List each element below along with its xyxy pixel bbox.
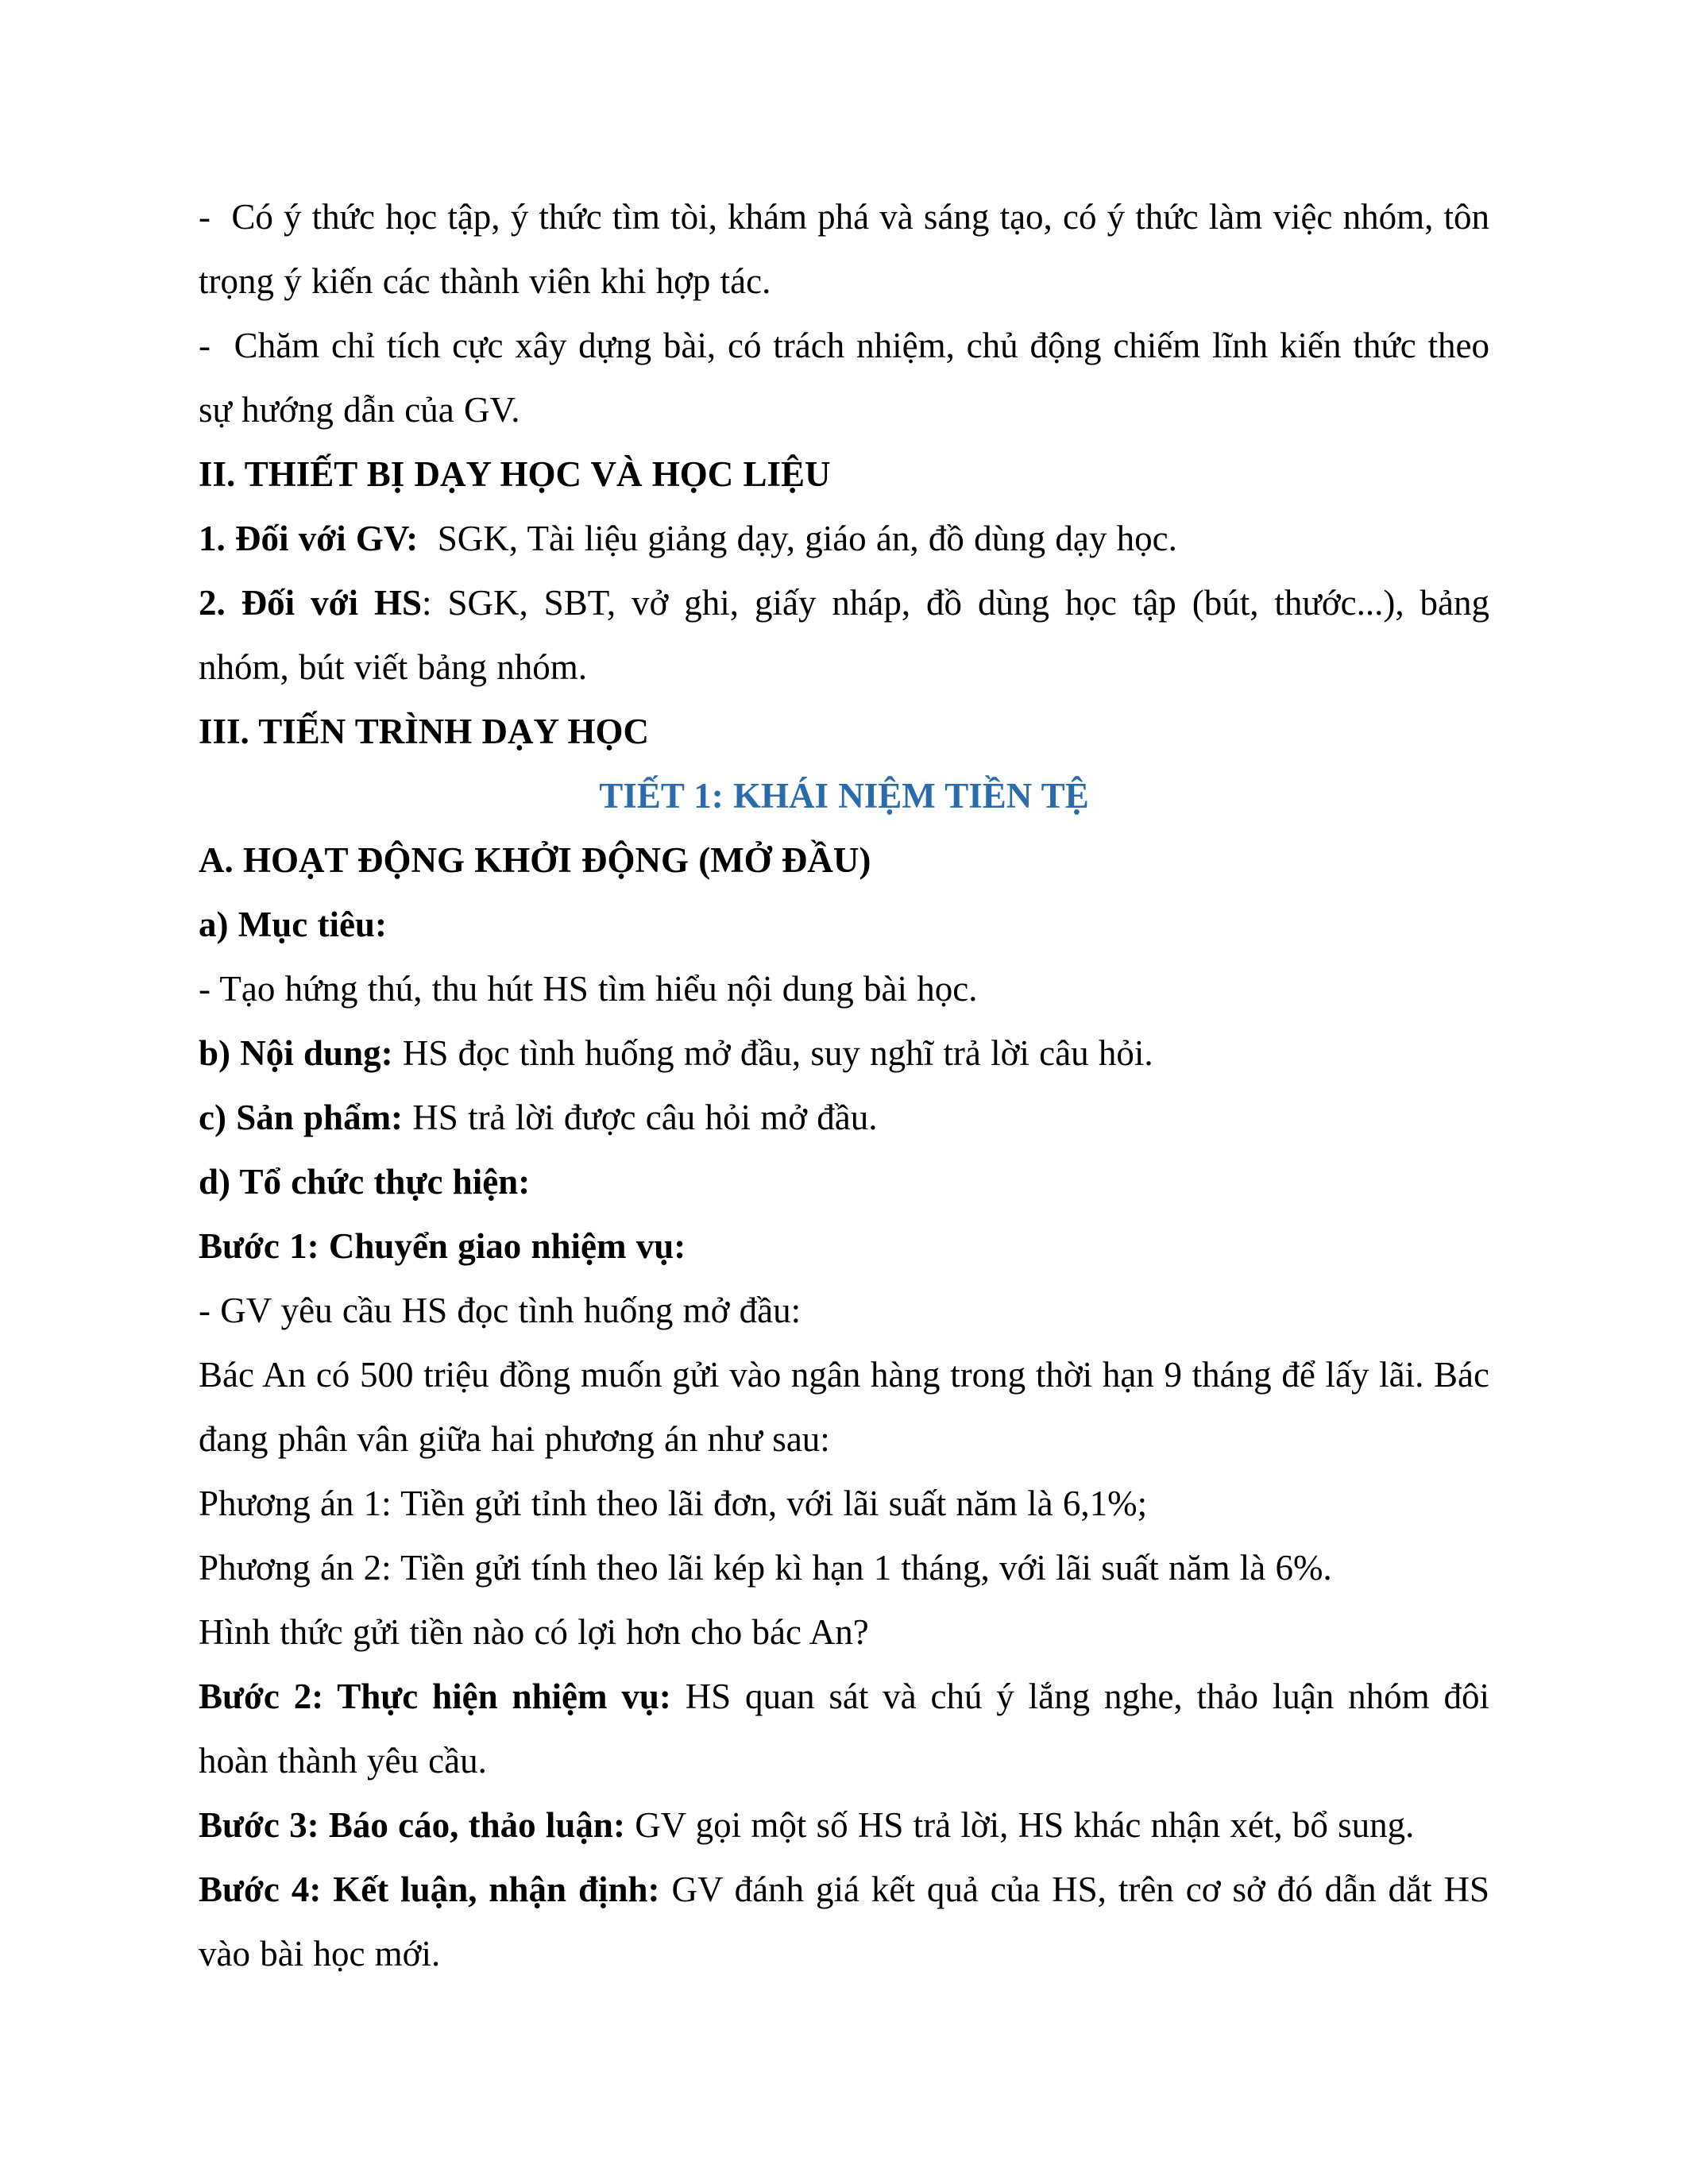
text-run: HS quan sát và chú ý lắng nghe, thảo luận nhóm đôi hoàn thành yêu cầu. <box>199 1677 1489 1781</box>
body-paragraph-buoc-4 <box>199 1858 1489 1986</box>
text-run: HS đọc tình huống mở đầu, suy nghĩ trả lời câu hỏi. <box>392 1033 1153 1073</box>
text-run: - Tạo hứng thú, thu hút HS tìm hiểu nội dung bài học. <box>199 969 978 1009</box>
heading-section-iii <box>199 700 1489 764</box>
body-paragraph-phuong-an-1 <box>199 1472 1489 1536</box>
text-run: HS trả lời được câu hỏi mở đầu. <box>403 1098 878 1137</box>
body-paragraph-buoc-2 <box>199 1665 1489 1793</box>
text-run-bold: c) Sản phẩm: <box>199 1098 404 1137</box>
body-paragraph-attitude-2 <box>199 314 1489 442</box>
body-paragraph-muc-tieu <box>199 957 1489 1021</box>
text-run-bold: Bước 2: Thực hiện nhiệm vụ: <box>199 1677 671 1716</box>
text-run-bold: 1. Đối với GV: <box>199 519 419 558</box>
body-paragraph-hs-materials <box>199 571 1489 700</box>
text-run: Hình thức gửi tiền nào có lợi hơn cho bác An? <box>199 1612 869 1652</box>
lesson-title <box>199 764 1489 828</box>
text-run-bold: TIẾT 1: KHÁI NIỆM TIỀN TỆ <box>599 776 1089 816</box>
heading-buoc-1 <box>199 1214 1489 1279</box>
text-run: - Chăm chỉ tích cực xây dựng bài, có trách nhiệm, chủ động chiếm lĩnh kiến thức theo sự hướng dẫn của GV. <box>199 326 1489 430</box>
text-run: Phương án 1: Tiền gửi tỉnh theo lãi đơn, với lãi suất năm là 6,1%; <box>199 1484 1148 1523</box>
text-run-bold: a) Mục tiêu: <box>199 905 387 944</box>
text-run: GV gọi một số HS trả lời, HS khác nhận xét, bổ sung. <box>624 1805 1415 1845</box>
heading-activity-a <box>199 828 1489 893</box>
body-paragraph-hinh-thuc <box>199 1600 1489 1665</box>
body-paragraph-buoc-3 <box>199 1793 1489 1858</box>
body-paragraph-gv-materials <box>199 507 1489 571</box>
text-run-bold: 2. Đối với HS <box>199 583 423 623</box>
body-paragraph-gv-yeu-cau <box>199 1279 1489 1343</box>
text-run-bold: A. HOẠT ĐỘNG KHỞI ĐỘNG (MỞ ĐẦU) <box>199 840 871 880</box>
body-paragraph-bac-an <box>199 1343 1489 1472</box>
text-run: : SGK, SBT, vở ghi, giấy nháp, đồ dùng học tập (bút, thước...), bảng nhóm, bút viết bảng nhóm. <box>199 583 1489 687</box>
document-content <box>199 185 1489 1986</box>
text-run-bold: Bước 4: Kết luận, nhận định: <box>199 1870 660 1909</box>
text-run: SGK, Tài liệu giảng dạy, giáo án, đồ dùng dạy học. <box>418 519 1177 558</box>
body-paragraph-phuong-an-2 <box>199 1536 1489 1600</box>
text-run: GV đánh giá kết quả của HS, trên cơ sở đó dẫn dắt HS vào bài học mới. <box>199 1870 1489 1974</box>
body-paragraph-san-pham <box>199 1086 1489 1150</box>
heading-to-chuc <box>199 1150 1489 1214</box>
body-paragraph-attitude-1 <box>199 185 1489 314</box>
text-run-bold: b) Nội dung: <box>199 1033 393 1073</box>
text-run-bold: Bước 1: Chuyển giao nhiệm vụ: <box>199 1226 686 1266</box>
body-paragraph-noi-dung <box>199 1021 1489 1086</box>
text-run: Bác An có 500 triệu đồng muốn gửi vào ngân hàng trong thời hạn 9 tháng để lấy lãi. Bác đang phân vân giữa hai phương án như sau: <box>199 1355 1489 1459</box>
text-run: - GV yêu cầu HS đọc tình huống mở đầu: <box>199 1291 802 1330</box>
text-run-bold: Bước 3: Báo cáo, thảo luận: <box>199 1805 625 1845</box>
heading-muc-tieu <box>199 893 1489 957</box>
text-run-bold: d) Tổ chức thực hiện: <box>199 1162 531 1202</box>
heading-section-ii <box>199 442 1489 507</box>
text-run: - Có ý thức học tập, ý thức tìm tòi, khám phá và sáng tạo, có ý thức làm việc nhóm, tôn trọng ý kiến các thành viên khi hợp tác. <box>199 197 1489 301</box>
text-run-bold: III. TIẾN TRÌNH DẠY HỌC <box>199 712 650 751</box>
text-run-bold: II. THIẾT BỊ DẠY HỌC VÀ HỌC LIỆU <box>199 454 831 494</box>
text-run: Phương án 2: Tiền gửi tính theo lãi kép kì hạn 1 tháng, với lãi suất năm là 6%. <box>199 1548 1332 1588</box>
